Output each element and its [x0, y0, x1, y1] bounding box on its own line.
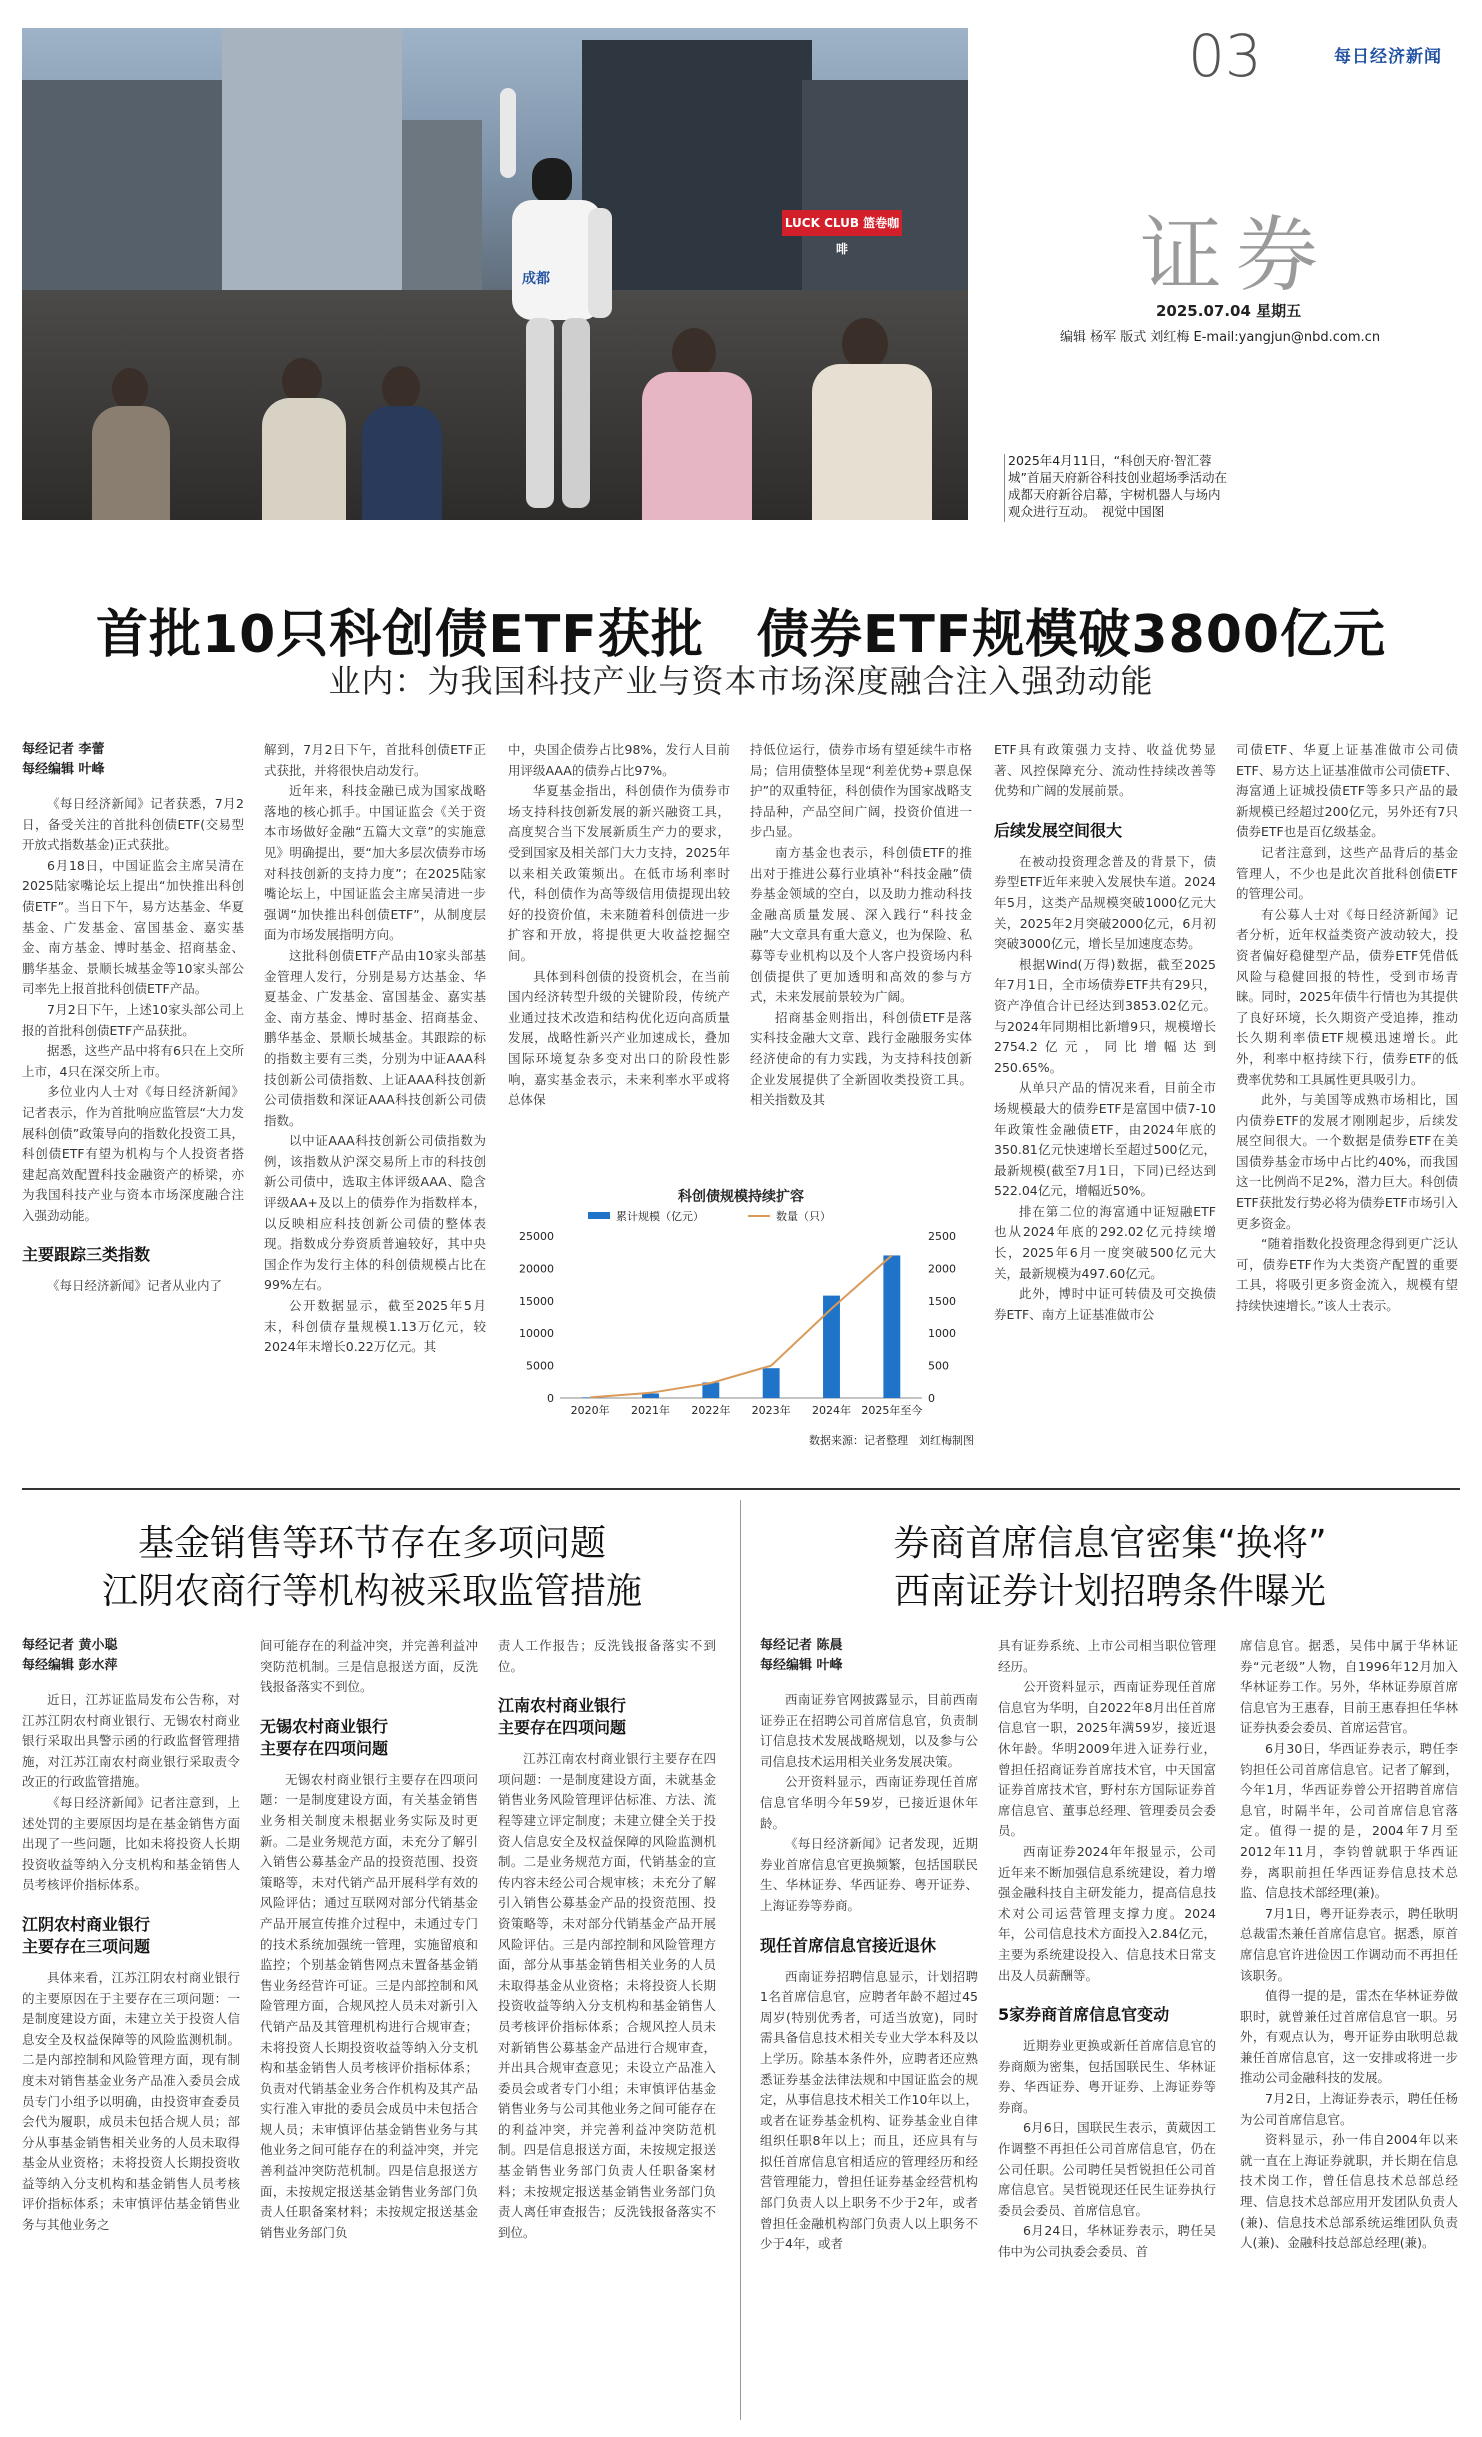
chart-title: 科创债规模持续扩容: [678, 1189, 804, 1205]
article-column: [760, 1636, 978, 2426]
person: [362, 406, 442, 520]
paragraph: 这批科创债ETF产品由10家头部基金管理人发行，分别是易方达基金、华夏基金、广发基金、富国基金、嘉实基金、南方基金、博时基金、招商基金、鹏华基金、景顺长城基金。其跟踪的标的指数主要有三类，分别为中证AAA科技创新公司债指数、上证AAA科技创新公司债指数和深证AAA科技创新公司债指数。: [264, 947, 486, 1128]
paragraph: “随着指数化投资理念得到更广泛认可，债券ETF作为大类资产配置的重要工具，将吸引更多资金流入，规模有望持续快速增长。”该人士表示。: [1236, 1236, 1458, 1314]
subhead: 江阴农村商业银行 主要存在三项问题: [22, 1914, 151, 1956]
paragraph: 7月2日，上海证券表示，聘任任杨为公司首席信息官。: [1240, 2091, 1458, 2127]
photo-caption: 2025年4月11日，“科创天府·智汇蓉城”首届天府新谷科技创业超场季活动在成都天府新谷启幕，宇树机器人与场内观众进行互动。 视觉中国图: [1008, 453, 1227, 519]
x-tick-label: 2021年: [631, 1404, 670, 1417]
paragraph: 《每日经济新闻》记者从业内了: [47, 1278, 223, 1294]
top-subheadline: 业内：为我国科技产业与资本市场深度融合注入强劲动能: [328, 662, 1154, 700]
series-line: [590, 1255, 892, 1397]
editor-byline: 每经编辑 叶峰: [760, 1658, 843, 1673]
robot-chest-text: 成都: [522, 271, 550, 287]
subhead: 主要跟踪三类指数: [22, 1245, 151, 1265]
paragraph: 无锡农村商业银行主要存在四项问题：一是制度建设方面，有关基金销售业务相关制度未根据业务实际及时更新。二是业务规范方面，未充分了解引入销售公募基金产品的投资范围、投资策略等，未对代销产品开展科学有效的风险评估；通过互联网对部分代销基金产品开展宣传推介过程中，未通过专门的技术系统加强统一管理，实施留痕和监控；个别基金销售网点未置备基金销售业务经营许可证。三是内部控制和风险管理方面，合规风控人员未对新引入代销产品及其管理机构进行合规审查；未将投资人长期投资收益等纳入分支机构和基金销售人员考核评价指标体系；负责对代销基金业务合作机构及其产品实行准入审批的委员会成员中未包括合规人员；未审慎评估基金销售业务与其他业务之间可能存在的利益冲突，并完善利益冲突防范机制。四是信息报送方面，未按规定报送基金销售业务部门负责人任职备案材料；未按规定报送基金销售业务部门负: [260, 1771, 478, 2240]
headline-line: 西南证券计划招聘条件曝光: [893, 1571, 1326, 1612]
paragraph: 6月24日，华林证券表示，聘任吴伟中为公司执委会委员、首: [998, 2223, 1216, 2260]
x-tick-label: 2023年: [751, 1404, 791, 1417]
paragraph: 6月18日，中国证监会主席吴清在2025陆家嘴论坛上提出“加快推出科创债ETF”。当日下午，易方达基金、华夏基金、广发基金、富国基金、嘉实基金、南方基金、博时基金、招商基金、鹏华基金、景顺长城基金等10家头部公司率先上报首批科创债ETF产品。: [22, 857, 244, 997]
paragraph: 7月2日下午，上述10家头部公司上报的首批科创债ETF产品获批。: [22, 1001, 244, 1038]
paragraph: 从单只产品的情况来看，目前全市场规模最大的债券ETF是富国中债7-10年政策性金融债ETF，由2024年底的350.81亿元快速增长至超过500亿元，最新规模(截至7月1日，下同)已经达到522.04亿元，增幅近50%。: [994, 1080, 1216, 1199]
legend-label: 累计规模（亿元）: [616, 1210, 704, 1223]
person: [262, 398, 346, 520]
bar-line-chart: [508, 1206, 974, 1428]
person: [92, 406, 170, 520]
section-divider: [22, 1488, 1460, 1490]
y-left-tick-label: 25000: [519, 1230, 554, 1243]
paragraph: 《每日经济新闻》记者发现，近期券业首席信息官更换频繁，包括国联民生、华林证券、华西证券、粤开证券、上海证券等券商。: [760, 1836, 978, 1913]
article-column: [260, 1636, 478, 2426]
article-column: [22, 740, 244, 1446]
article-column: [750, 740, 972, 1180]
bar: [823, 1296, 840, 1398]
paragraph: 西南证券2024年年报显示，公司近年来不断加强信息系统建设，着力增强金融科技自主研发能力，提高信息技术对公司运营管理支撑力度。2024年，公司信息技术方面投入2.84亿元，主要为系统建设投入、信息技术日常支出及人员薪酬等。: [998, 1843, 1216, 1983]
paragraph: 根据Wind(万得)数据，截至2025年7月1日，全市场债券ETF共有29只，资产净值合计已经达到3853.02亿元。与2024年同期相比新增9只，规模增长2754.2亿元，同比增幅达到250.65%。: [994, 956, 1216, 1075]
paragraph: 多位业内人士对《每日经济新闻》记者表示，作为首批响应监管层“大力发展科创债”政策导向的指数化投资工具，科创债ETF有望为机构与个人投资者搭建起高效配置科技金融资产的桥梁，亦为我国科技产业与资本市场深度融合注入强劲动能。: [22, 1084, 244, 1223]
y-right-tick-label: 2000: [928, 1262, 956, 1276]
paragraph: 公开资料显示，西南证券现任首席信息官华明今年59岁，已接近退休年龄。: [760, 1774, 978, 1831]
paragraph: 有公募人士对《每日经济新闻》记者分析，近年权益类资产波动较大，投资者偏好稳健型产品，债券ETF凭借低风险与稳健回报的特性，受到市场青睐。同时，2025年债牛行情也为其提供了良好环境，长久期资产受追捧，推动长久期利率债ETF规模迅速增长。此外，利率中枢持续下行，债券ETF的低费率优势和工具属性更具吸引力。: [1236, 906, 1458, 1087]
subhead: 现任首席信息官接近退休: [760, 1935, 937, 1955]
paragraph: 此外，博时中证可转债及可交换债券ETF、南方上证基准做市公: [994, 1286, 1216, 1322]
top-headline: 首批10只科创债ETF获批 债券ETF规模破3800亿元: [95, 605, 1387, 665]
chart-source: 数据来源：记者整理 刘红梅制图: [809, 1434, 974, 1447]
paragraph: 近期券业更换或新任首席信息官的券商颇为密集，包括国联民生、华林证券、华西证券、粤开证券、上海证券等券商。: [998, 2038, 1216, 2115]
story3-headline: [760, 1520, 1460, 1616]
person: [812, 364, 932, 520]
story2-headline: [22, 1520, 722, 1616]
paragraph: 近年来，科技金融已成为国家战略落地的核心抓手。中国证监会《关于资本市场做好金融“五篇大文章”的实施意见》明确提出，要“加大多层次债券市场对科技创新的支持力度”；在2025陆家嘴论坛上，中国证监会主席吴清进一步强调“加快推出科创债ETF”，从制度层面为市场发展指明方向。: [264, 783, 486, 943]
paragraph: 在被动投资理念普及的背景下，债券型ETF近年来驶入发展快车道。2024年5月，这类产品规模突破1000亿元大关，2025年2月突破2000亿元，6月初突破3000亿元，增长呈加速度态势。: [994, 853, 1216, 952]
article-column: [994, 740, 1216, 1446]
paragraph: 华夏基金指出，科创债作为债券市场支持科技创新发展的新兴融资工具，高度契合当下发展新质生产力的要求，受到国家及相关部门大力支持，2025年以来相关政策频出。在低市场利率时代，科创债作为高等级信用债提现出较好的投资价值，未来随着科创债进一步扩容和开放，将提供更大收益挖掘空间。: [508, 783, 730, 963]
paragraph: ETF具有政策强力支持、收益优势显著、风控保障充分、流动性持续改善等优势和广阔的发展前景。: [994, 742, 1216, 799]
paragraph: 持低位运行，债券市场有望延续牛市格局；信用债整体呈现“利差优势+票息保护”的双重特征，科创债作为国家战略支持品种，产品空间广阔，投资价值进一步凸显。: [750, 742, 972, 840]
page-number: 03: [1188, 22, 1262, 90]
y-right-tick-label: 0: [928, 1392, 935, 1405]
person-head: [672, 328, 716, 378]
paragraph: 招商基金则指出，科创债ETF是落实科技金融大文章、践行金融服务实体经济使命的有力实践，为支持科技创新企业发展提供了全新固收类投资工具。相关指数及其: [750, 1009, 972, 1108]
y-left-tick-label: 15000: [519, 1294, 554, 1308]
subhead: 后续发展空间很大: [994, 820, 1123, 840]
editor-byline: 每经编辑 叶峰: [22, 762, 105, 777]
paragraph: 近日，江苏证监局发布公告称，对江苏江阴农村商业银行、无锡农村商业银行采取出具警示函的行政监督管理措施，对江苏江南农村商业银行采取责令改正的行政监管措施。: [22, 1692, 240, 1790]
y-left-tick-label: 0: [547, 1392, 554, 1405]
editor-byline: 每经编辑 彭水萍: [22, 1658, 118, 1673]
paragraph: 具体来看，江苏江阴农村商业银行的主要原因在于主要存在三项问题：一是制度建设方面，未建立关于投资人信息安全及权益保障等的风险监测机制。二是内部控制和风险管理方面，现有制度未对销售基金业务产品准入委员会成员专门小组予以明确，由投资审查委员会代为履职，成员未包括合规人员；部分从事基金销售相关业务的人员未取得基金从业资格；未将投资人长期投资收益等纳入分支机构和基金销售人员考核评价指标体系；未审慎评估基金销售业务与其他业务之: [22, 1969, 240, 2233]
caption-rule: [1004, 454, 1005, 522]
y-left-tick-label: 10000: [519, 1327, 554, 1341]
paragraph: 司债ETF、华夏上证基准做市公司债ETF、易方达上证基准做市公司债ETF、海富通上证城投债ETF等多只产品的最新规模已经超过200亿元，另外还有7只债券ETF也是百亿级基金。: [1236, 742, 1458, 840]
article-column: [998, 1636, 1216, 2426]
y-right-tick-label: 1500: [928, 1294, 956, 1308]
section-title: 证券: [1140, 208, 1333, 303]
paragraph: 席信息官。据悉，吴伟中属于华林证券“元老级”人物，自1996年12月加入华林证券工作。另外，华林证券原首席信息官为王惠春，目前王惠春担任华林证券执委会委员、首席运营官。: [1240, 1638, 1458, 1736]
bar: [763, 1368, 780, 1398]
subhead: 5家券商首席信息官变动: [998, 2005, 1170, 2025]
paragraph: 据悉，这些产品中将有6只在上交所上市，4只在深交所上市。: [22, 1043, 244, 1079]
paragraph: 间可能存在的利益冲突，并完善利益冲突防范机制。三是信息报送方面，反洗钱报备落实不到位。: [260, 1638, 478, 1695]
x-tick-label: 2020年: [570, 1404, 610, 1417]
paragraph: 南方基金也表示，科创债ETF的推出对于推进公募行业填补“科技金融”债券基金领域的空白，以及助力推动科技金融高质量发展、深入践行“科技金融”大文章具有重大意义，也为保险、私募等专业机构以及个人客户投资场内科创债提供了更加透明和高效的参与方式，未来发展前景较为广阔。: [750, 844, 972, 1005]
paper-name: 每日经济新闻: [1334, 47, 1442, 67]
legend-label: 数量（只）: [776, 1210, 831, 1223]
paragraph: 值得一提的是，雷杰在华林证券做职时，就曾兼任过首席信息官一职。另外，有观点认为，粤开证券由耿明总裁兼任首席信息官，这一安排或将进一步推动公司金融科技的发展。: [1240, 1988, 1458, 2086]
y-right-tick-label: 1000: [928, 1327, 956, 1341]
reporter-byline: 每经记者 黄小聪: [22, 1638, 118, 1653]
paragraph: 具有证券系统、上市公司相当职位管理经历。: [998, 1638, 1216, 1674]
paragraph: 记者注意到，这些产品背后的基金管理人，不少也是此次首批科创债ETF的管理公司。: [1236, 844, 1458, 902]
paragraph: 责人工作报告；反洗钱报备落实不到位。: [498, 1638, 716, 1674]
paragraph: 解到，7月2日下午，首批科创债ETF正式获批，并将很快启动发行。: [264, 742, 486, 778]
paragraph: 排在第二位的海富通中证短融ETF也从2024年底的292.02亿元持续增长，2025年6月一度突破500亿元大关，最新规模为497.60亿元。: [994, 1203, 1216, 1281]
y-left-tick-label: 20000: [519, 1262, 554, 1276]
reporter-byline: 每经记者 陈晨: [760, 1638, 843, 1653]
paragraph: 江苏江南农村商业银行主要存在四项问题：一是制度建设方面，未就基金销售业务风险管理评估标准、方法、流程等建立评定制度；未建立健全关于投资人信息安全及权益保障的风险监测机制。二是业务规范方面，代销基金的宣传内容未经公司合规审核；未充分了解引入销售公募基金产品的投资范围、投资策略等，未对部分代销基金产品开展风险评估。三是内部控制和风险管理方面，部分从事基金销售相关业务的人员未取得基金从业资格；未将投资人长期投资收益等纳入分支机构和基金销售人员考核评价指标体系；合规风控人员未对新销售公募基金产品进行合规审查，并出具合规审查意见；未设立产品准入委员会或者专门小组；未审慎评估基金销售业务与公司其他业务之间可能存在的利益冲突，并完善利益冲突防范机制。四是信息报送方面，未按规定报送基金销售业务部门负责人任职备案材料；未按规定报送基金销售业务部门负责人离任审查报告；反洗钱报备落实不到位。: [498, 1751, 716, 2240]
y-left-tick-label: 5000: [526, 1359, 554, 1373]
article-column: [1236, 740, 1458, 1446]
paragraph: 6月6日，国联民生表示，黄葳因工作调整不再担任公司首席信息官，仍在公司任职。公司聘任吴哲锐担任公司首席信息官。吴哲锐现还任民生证券执行委员会委员、首席信息官。: [998, 2120, 1216, 2218]
headline-line: 券商首席信息官密集“换将”: [893, 1523, 1327, 1564]
paragraph: 西南证券招聘信息显示，计划招聘1名首席信息官，应聘者年龄不超过45周岁(特别优秀者，可适当放宽)，同时需具备信息技术相关专业大学本科及以上学历。除基本条件外，应聘者还应熟悉证券基金法律法规和中国证监会的规定，从事信息技术相关工作10年以上，或者在证券基金机构、证券基金业自律组织任职8年以上；而且，还应具有与拟任首席信息官相适应的管理经历和经营管理能力，曾担任证券基金经营机构部门负责人以上职务不少于2年，或者曾担任金融机构部门负责人以上职务不少于4年，或者: [760, 1968, 978, 2252]
paragraph: 以中证AAA科技创新公司债指数为例，该指数从沪深交易所上市的科技创新公司债中，选取主体评级AAA、隐含评级AA+及以上的债券作为指数样本，以反映相应科技创新公司债的整体表现。指数成分券资质普遍较好，其中央国企作为发行主体的科创债规模占比在99%左右。: [264, 1133, 486, 1293]
paragraph: 公开数据显示，截至2025年5月末，科创债存量规模1.13万亿元，较2024年末增长0.22万亿元。其: [264, 1298, 486, 1355]
paragraph: 中，央国企债券占比98%，发行人目前用评级AAA的债券占比97%。: [508, 742, 730, 778]
paragraph: 6月30日，华西证券表示，聘任李钧担任公司首席信息官。记者了解到，今年1月，华西证券曾公开招聘首席信息官，时隔半年，公司首席信息官落定。值得一提的是，2004年7月至2012年11月，李钧曾就职于华西证券，离职前担任华西证券信息技术总监、信息技术部经理(兼)。: [1240, 1740, 1458, 1901]
issue-date: 2025.07.04 星期五: [1156, 302, 1302, 320]
person-head: [112, 368, 148, 410]
chart-panel: [508, 1186, 974, 1448]
article-column: [508, 740, 730, 1180]
article-column: [498, 1636, 716, 2426]
subhead: 江南农村商业银行 主要存在四项问题: [498, 1696, 627, 1738]
person-head: [382, 366, 420, 410]
x-tick-label: 2024年: [812, 1404, 851, 1417]
article-column: [22, 1636, 240, 2426]
person: [642, 372, 752, 520]
bar: [883, 1255, 900, 1398]
column-divider: [740, 1500, 741, 2420]
y-right-tick-label: 2500: [928, 1230, 956, 1243]
x-tick-label: 2022年: [691, 1404, 731, 1417]
headline-line: 江阴农商行等机构被采取监管措施: [101, 1571, 642, 1612]
article-column: [1240, 1636, 1458, 2426]
legend-swatch-bar: [588, 1212, 610, 1219]
x-tick-label: 2025年至今: [861, 1404, 923, 1417]
paragraph: 公开资料显示，西南证券现任首席信息官为华明，自2022年8月出任首席信息官一职，2025年满59岁，接近退休年龄。华明2009年进入证券行业，曾担任招商证券首席技术官，中天国富证券首席技术官，野村东方国际证券首席信息官、董事总经理、管理委员会委员。: [998, 1679, 1216, 1839]
reporter-byline: 每经记者 李蕾: [22, 742, 105, 757]
paragraph: 7月1日，粤开证券表示，聘任耿明总裁雷杰兼任首席信息官。据悉，原首席信息官许进俭因工作调动而不再担任该职务。: [1240, 1905, 1458, 1983]
page-editors: 编辑 杨军 版式 刘红梅 E-mail:yangjun@nbd.com.cn: [1060, 330, 1381, 345]
paragraph: 此外，与美国等成熟市场相比，国内债券ETF的发展才刚刚起步，后续发展空间很大。一个数据是债券ETF在美国债券基金市场中占比约40%，而我国这一比例尚不足2%，潜力巨大。科创债ETF获批发行势必将为债券ETF市场引入更多资金。: [1236, 1092, 1458, 1231]
news-photo: [22, 28, 968, 520]
paragraph: 具体到科创债的投资机会，在当前国内经济转型升级的关键阶段，传统产业通过技术改造和结构优化迈向高质量发展，战略性新兴产业加速成长，叠加国际环境复杂多变对出口的阶段性影响，嘉实基金表示，未来利率水平或将总体保: [508, 968, 730, 1108]
paragraph: 资料显示，孙一伟自2004年以来就一直在上海证券就职，并长期在信息技术岗工作，曾任信息技术总部总经理、信息技术总部应用开发团队负责人(兼)、信息技术总部系统运维团队负责人(兼)、金融科技总部总经理(兼)。: [1240, 2132, 1458, 2251]
shop-sign: LUCK CLUB 篮卷咖啡: [782, 210, 902, 236]
headline-line: 基金销售等环节存在多项问题: [137, 1523, 606, 1564]
subhead: 无锡农村商业银行 主要存在四项问题: [260, 1716, 389, 1758]
person-head: [842, 318, 888, 370]
paragraph: 《每日经济新闻》记者注意到，上述处罚的主要原因均是在基金销售方面出现了一些问题，比如未将投资人长期投资收益等纳入分支机构和基金销售人员考核评价指标体系。: [22, 1794, 240, 1893]
paragraph: 西南证券官网披露显示，目前西南证券正在招聘公司首席信息官，负责制订信息技术发展战略规划，以及参与公司信息技术运用相关业务发展决策。: [760, 1692, 978, 1769]
humanoid-robot: [492, 88, 642, 520]
y-right-tick-label: 500: [928, 1359, 949, 1373]
paragraph: 《每日经济新闻》记者获悉，7月2日，备受关注的首批科创债ETF(交易型开放式指数基金)正式获批。: [22, 796, 244, 853]
article-column: [264, 740, 486, 1446]
